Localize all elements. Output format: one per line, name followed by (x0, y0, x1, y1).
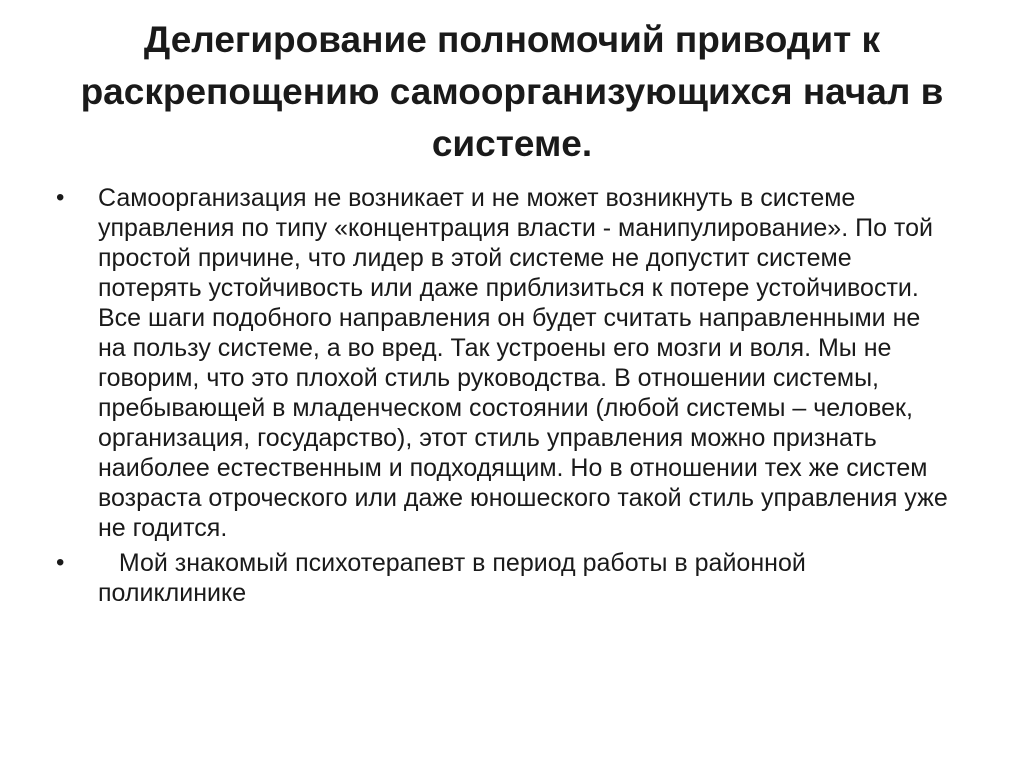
bullet-list (52, 183, 952, 613)
slide-title: Делегирование полномочий приводит к раскрепощению самоорганизующихся начал в системе. (80, 19, 944, 164)
bullet-text: Самоорганизация не возникает и не может возникнуть в системе управления по типу «концентрация власти - манипулирование». По той простой причине, что лидер в этой системе не допустит системе потерять устойчивость или даже приблизиться к потере устойчивости. Все шаги подобного направления он будет считать направленными не на пользу системе, а во вред. Так устроены его мозги и воля. Мы не говорим, что это плохой стиль руководства. В отношении системы, пребывающей в младенческом состоянии (любой системы – человек, организация, государство), этот стиль управления можно признать наиболее естественным и подходящим. Но в отношении тех же систем возраста отроческого или даже юношеского такой стиль управления уже не годится. (98, 184, 948, 542)
bullet-dot-icon: • (56, 184, 65, 211)
bullet-text: Мой знакомый психотерапевт в период работы в районной поликлинике (98, 549, 813, 607)
bullet-item (52, 548, 952, 608)
bullet-item (52, 183, 952, 543)
bullet-dot-icon: • (56, 549, 65, 576)
